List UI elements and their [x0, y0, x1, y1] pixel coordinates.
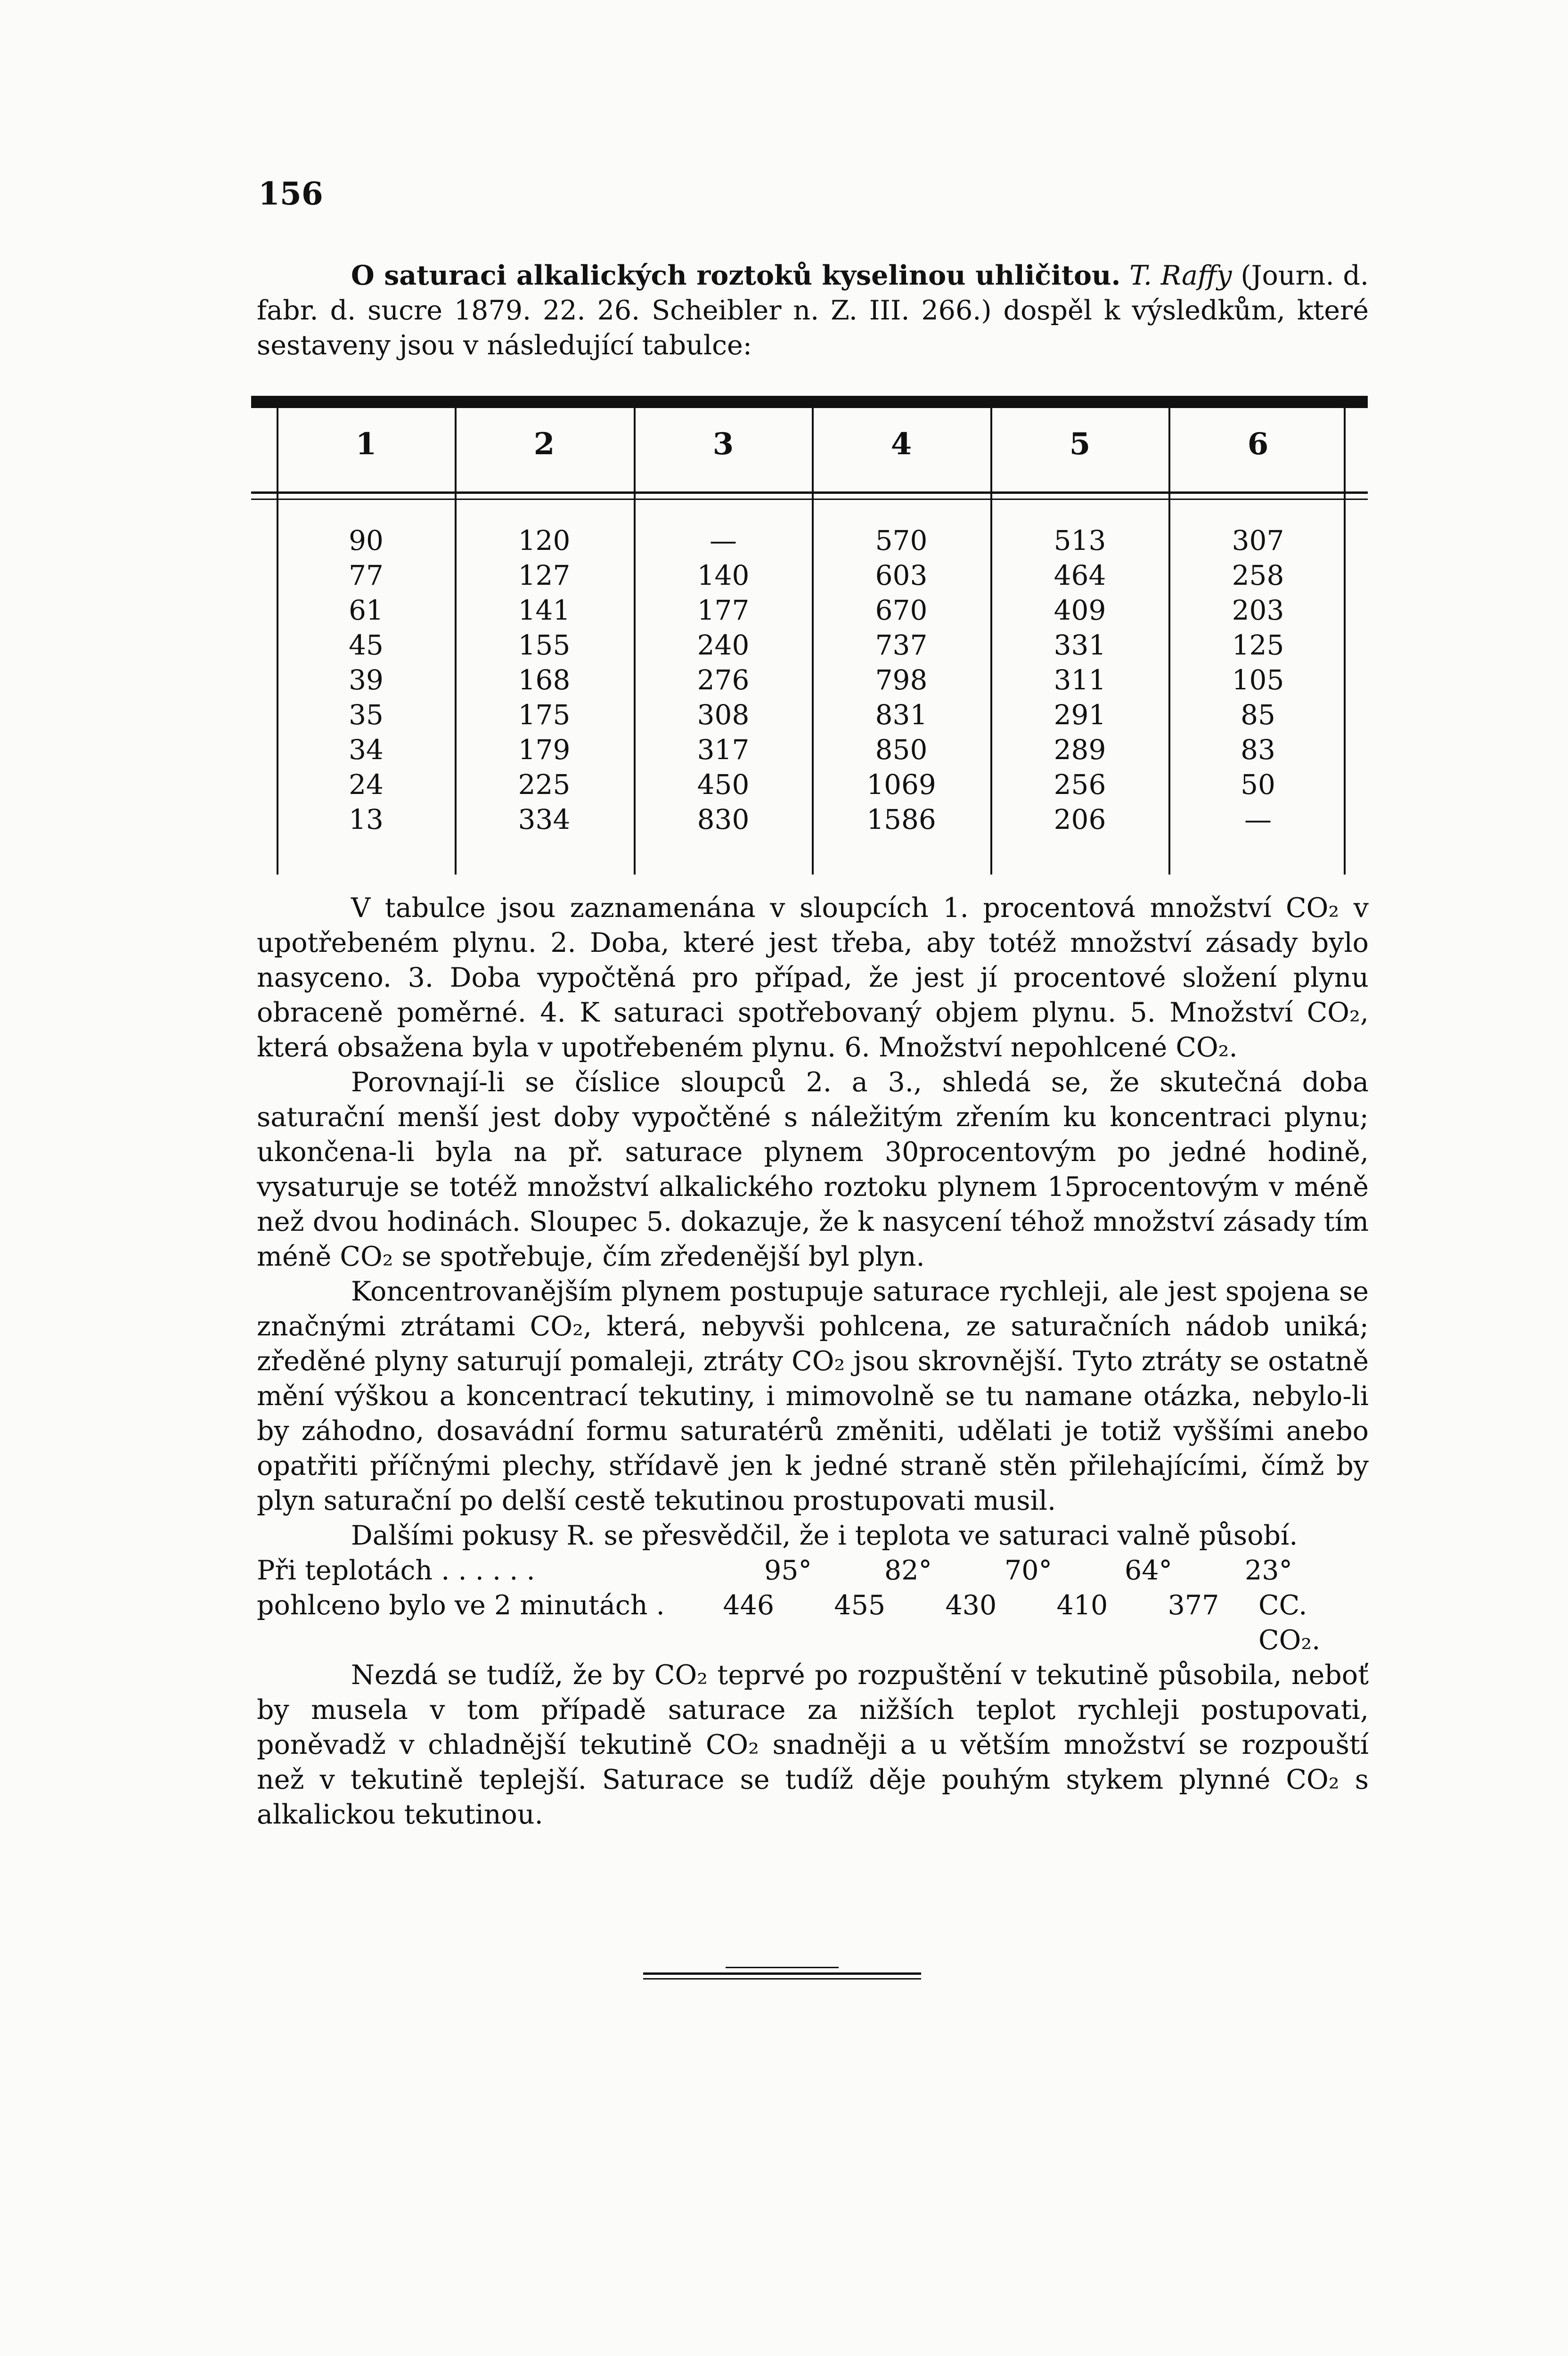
footer-rule: [643, 1972, 921, 1975]
absorbed-unit: CC. CO₂.: [1258, 1590, 1321, 1656]
table-cell: 670: [875, 594, 928, 626]
temperature-label: Při teplotách . . . . . .: [257, 1555, 535, 1586]
paragraph-closing: Nezdá se tudíž, že by CO₂ teprvé po rozpuštění v tekutině působila, neboť by musela v tom případě saturace za nižších teplot rychleji postupovati, poněvadž v chladnější tekutině CO₂ snadněji a u větším množství se rozpouští než v tekutině teplejší. Saturace se tudíž děje pouhým stykem plynné CO₂ s alkalickou tekutinou.: [257, 1660, 1369, 1830]
table-cell: 140: [697, 559, 750, 591]
table-cell: 141: [518, 594, 571, 626]
table-cell: 35: [349, 699, 384, 731]
absorbed-value: 410: [1056, 1590, 1108, 1621]
table-cell: 127: [518, 559, 571, 591]
table-vline: [455, 408, 457, 875]
table-cell: 61: [349, 594, 384, 626]
table-cell: 168: [518, 664, 571, 696]
table-header-rule: [251, 491, 1368, 494]
table-cell: 256: [1054, 769, 1106, 801]
table-cell: 1069: [866, 769, 936, 801]
table-cell: 177: [697, 594, 750, 626]
temperature-value: 95°: [764, 1555, 812, 1586]
temperature-row: [257, 1553, 1369, 1588]
table-cell: 39: [349, 664, 384, 696]
table-cell: 409: [1054, 594, 1106, 626]
table-cell: 464: [1054, 559, 1106, 591]
table-vline: [277, 408, 278, 875]
table-cell: 77: [349, 559, 384, 591]
table-cell: 291: [1054, 699, 1106, 731]
absorbed-value: 446: [723, 1590, 775, 1621]
temperature-value: 23°: [1244, 1555, 1293, 1586]
table-cell: —: [710, 524, 737, 556]
table-cell: 24: [349, 769, 384, 801]
intro-paragraph: [257, 258, 1369, 363]
table-cell: 50: [1241, 769, 1275, 801]
table-cell: 831: [875, 699, 928, 731]
absorbed-value: 377: [1168, 1590, 1219, 1621]
absorbed-value: 430: [945, 1590, 997, 1621]
table-cell: 83: [1241, 734, 1275, 766]
table-column-4: [814, 523, 988, 837]
absorbed-row: [257, 1588, 1369, 1658]
table-vline: [990, 408, 992, 875]
table-cell: 850: [875, 734, 928, 766]
table-vline: [634, 408, 636, 875]
table-cell: 1586: [866, 803, 936, 835]
paragraph-temperature: Dalšími pokusy R. se přesvědčil, že i teplota ve saturaci valně působí.: [351, 1520, 1298, 1551]
temperature-value: 64°: [1124, 1555, 1173, 1586]
table-top-rule: [251, 396, 1368, 408]
table-cell: 308: [697, 699, 750, 731]
table-cell: 450: [697, 769, 750, 801]
column-header-3: 3: [712, 426, 734, 462]
absorbed-label: pohlceno bylo ve 2 minutách .: [257, 1590, 665, 1621]
author-initial: T.: [1129, 260, 1152, 291]
table-header-rule-thin: [251, 499, 1368, 500]
table-cell: 85: [1241, 699, 1275, 731]
table-cell: 311: [1054, 664, 1106, 696]
table-cell: 203: [1232, 594, 1284, 626]
table-cell: 155: [518, 629, 571, 661]
paragraph-concentration: Koncentrovanějším plynem postupuje saturace rychleji, ale jest spojena se značnými ztrátami CO₂, která, nebyvši pohlcena, ze saturačních nádob uniká; zředěné plyny saturují pomaleji, ztráty CO₂ jsou skrovnější. Tyto ztráty se ostatně mění výškou a koncentrací tekutiny, i mimovolně se tu namane otázka, nebylo-li by záhodno, dosavádní formu saturatérů změniti, udělati je totiž vyššími anebo opatřiti příčnými plechy, střídavě jen k jedné straně stěn přilehajícími, čímž by plyn saturační po delší cestě tekutinou prostupovati musil.: [257, 1276, 1369, 1516]
table-column-2: [457, 523, 631, 837]
column-header-4: 4: [890, 426, 912, 462]
body-text: [257, 891, 1369, 1832]
table-cell: 570: [875, 524, 928, 556]
table-cell: 276: [697, 664, 750, 696]
table-column-5: [993, 523, 1167, 837]
table-cell: 289: [1054, 734, 1106, 766]
table-column-3: [636, 523, 810, 837]
table-cell: 206: [1054, 803, 1106, 835]
table-cell: 13: [349, 803, 384, 835]
table-cell: 125: [1232, 629, 1284, 661]
author-name: Raffy: [1160, 260, 1232, 291]
absorbed-value: 455: [834, 1590, 886, 1621]
reference-text: (Journ. d. fabr. d. sucre 1879. 22. 26. Scheibler n. Z. III. 266.) dospěl k výsledkům, které sestaveny jsou v následující tabulce:: [257, 260, 1369, 361]
paragraph-comparison: Porovnají-li se číslice sloupců 2. a 3., shledá se, že skutečná doba saturační menší jest doby vypočtěné s náležitým zřením ku koncentraci plynu; ukončena-li byla na př. saturace plynem 30procentovým po jedné hodině, vysaturuje se totéž množství alkalického roztoku plynem 15procentovým v méně než dvou hodinách. Sloupec 5. dokazuje, že k nasycení téhož množství zásady tím méně CO₂ se spotřebuje, čím zředenější byl plyn.: [257, 1067, 1369, 1272]
column-header-6: 6: [1247, 426, 1269, 462]
table-cell: 317: [697, 734, 750, 766]
table-column-6: [1171, 523, 1345, 837]
table-cell: 90: [349, 524, 384, 556]
table-cell: 105: [1232, 664, 1284, 696]
footer-rule-thin: [643, 1978, 921, 1980]
page-number: 156: [258, 175, 323, 212]
paragraph-table-legend: V tabulce jsou zaznamenána v sloupcích 1. procentová množství CO₂ v upotřebeném plynu. 2. Doba, které jest třeba, aby totéž množství zásady bylo nasyceno. 3. Doba vypočtěná pro případ, že jest jí procentové složení plynu obraceně poměrné. 4. K saturaci spotřebovaný objem plynu. 5. Množství CO₂, která obsažena byla v upotřebeném plynu. 6. Množství nepohlcené CO₂.: [257, 892, 1369, 1063]
table-cell: 240: [697, 629, 750, 661]
article-title: O saturaci alkalických roztoků kyselinou uhličitou.: [351, 260, 1121, 291]
temperature-value: 70°: [1004, 1555, 1053, 1586]
table-column-1: [279, 523, 453, 837]
table-cell: 798: [875, 664, 928, 696]
table-cell: 603: [875, 559, 928, 591]
table-cell: 331: [1054, 629, 1106, 661]
table-cell: 513: [1054, 524, 1106, 556]
table-cell: 179: [518, 734, 571, 766]
table-cell: —: [1244, 803, 1272, 835]
table-cell: 737: [875, 629, 928, 661]
table-cell: 225: [518, 769, 571, 801]
footer-rule-short: [726, 1967, 839, 1968]
table-cell: 307: [1232, 524, 1284, 556]
table-cell: 34: [349, 734, 384, 766]
table-cell: 830: [697, 803, 750, 835]
table-cell: 334: [518, 803, 571, 835]
column-header-2: 2: [533, 426, 555, 462]
table-vline: [812, 408, 814, 875]
table-cell: 120: [518, 524, 571, 556]
column-header-5: 5: [1069, 426, 1091, 462]
table-vline: [1168, 408, 1170, 875]
column-header-1: 1: [355, 426, 377, 462]
table-cell: 175: [518, 699, 571, 731]
temperature-value: 82°: [884, 1555, 932, 1586]
table-cell: 45: [349, 629, 384, 661]
table-cell: 258: [1232, 559, 1284, 591]
